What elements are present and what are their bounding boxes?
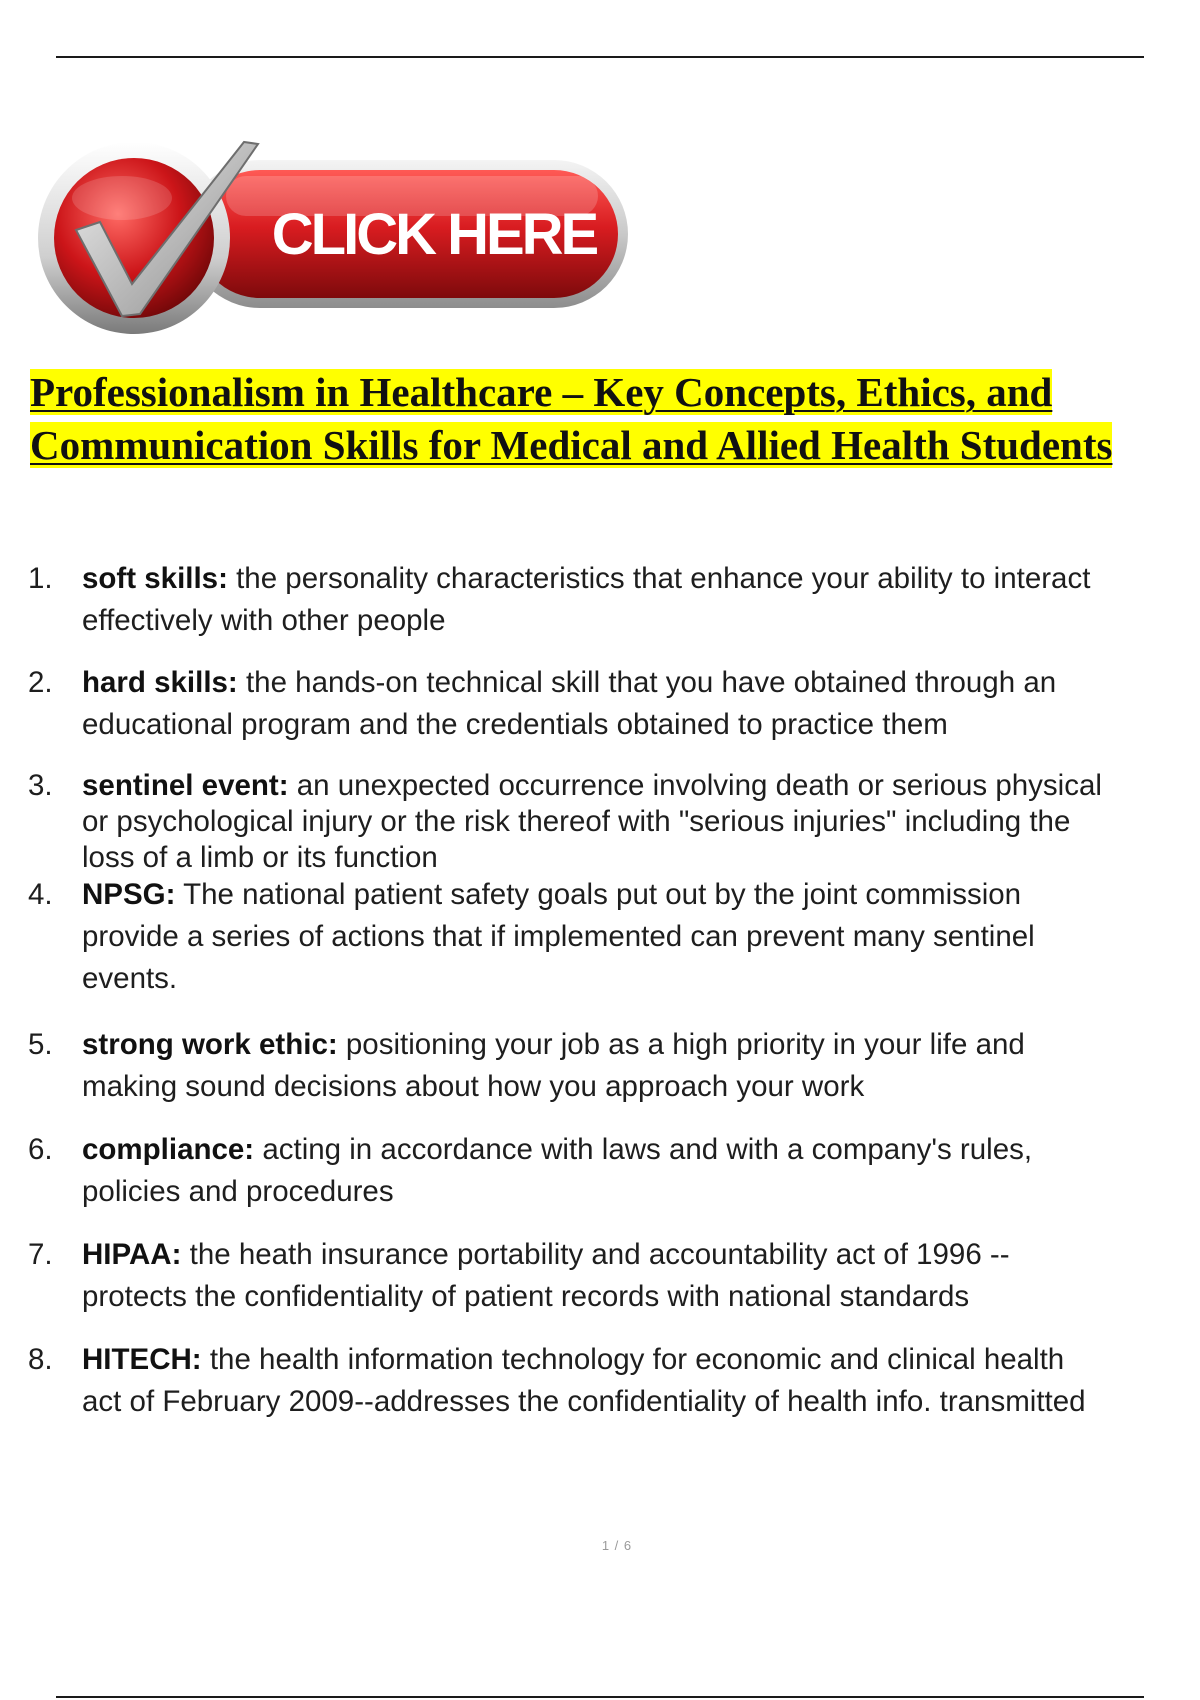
item-number: 3. <box>28 769 53 802</box>
term-definition: acting in accordance with laws and with a company's rules, policies and procedures <box>82 1133 1033 1208</box>
item-number: 2. <box>28 666 53 699</box>
list-item <box>28 874 1200 1000</box>
item-number: 7. <box>28 1238 53 1271</box>
item-number: 6. <box>28 1133 53 1166</box>
title-line-2: Communication Skills for Medical and Allied Health Students <box>30 422 1113 468</box>
term-definition: The national patient safety goals put out by the joint commission provide a series of actions that if implemented can prevent many sentinel events. <box>82 878 1035 995</box>
term-name: HITECH: <box>82 1343 202 1376</box>
term-name: hard skills: <box>82 666 238 699</box>
list-item <box>28 1024 1200 1108</box>
term-name: compliance: <box>82 1133 255 1166</box>
top-divider <box>56 56 1144 58</box>
page-indicator: 1 / 6 <box>601 1538 633 1553</box>
click-here-button[interactable] <box>36 138 636 338</box>
term-name: strong work ethic: <box>82 1028 338 1061</box>
list-item <box>28 768 1200 876</box>
document-title <box>30 366 1200 472</box>
click-here-graphic <box>36 138 636 338</box>
term-name: HIPAA: <box>82 1238 182 1271</box>
term-definition: the hands-on technical skill that you have obtained through an educational program and the credentials obtained to practice them <box>82 666 1057 741</box>
bottom-divider <box>56 1696 1144 1698</box>
term-name: NPSG: <box>82 878 176 911</box>
list-item <box>28 1234 1200 1318</box>
item-number: 4. <box>28 878 53 911</box>
click-here-label: CLICK HERE <box>271 202 597 267</box>
term-definition: an unexpected occurrence involving death or serious physical or psychological injury or the risk thereof with "serious injuries" including the loss of a limb or its function <box>82 769 1102 874</box>
item-number: 5. <box>28 1028 53 1061</box>
term-definition: the heath insurance portability and accountability act of 1996 -- protects the confidentiality of patient records with national standards <box>82 1238 1010 1313</box>
term-name: sentinel event: <box>82 769 289 802</box>
item-number: 8. <box>28 1343 53 1376</box>
term-name: soft skills: <box>82 562 228 595</box>
item-number: 1. <box>28 562 53 595</box>
list-item <box>28 558 1200 642</box>
term-definition: the personality characteristics that enhance your ability to interact effectively with other people <box>82 562 1091 637</box>
list-item <box>28 662 1200 746</box>
term-definition: positioning your job as a high priority in your life and making sound decisions about how you approach your work <box>82 1028 1025 1103</box>
list-item <box>28 1339 1200 1423</box>
title-line-1: Professionalism in Healthcare – Key Concepts, Ethics, and <box>30 369 1053 415</box>
list-item <box>28 1129 1200 1213</box>
term-definition: the health information technology for economic and clinical health act of February 2009--addresses the confidentiality of health info. transmitted <box>82 1343 1086 1418</box>
